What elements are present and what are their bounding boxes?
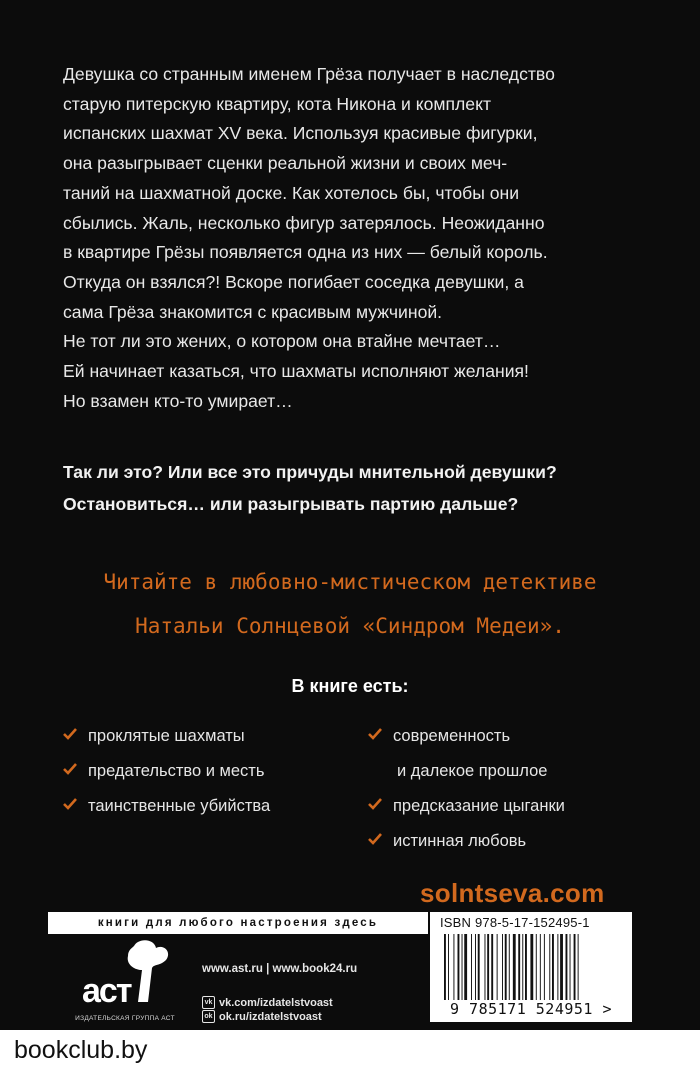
barcode-bar (471, 934, 472, 1000)
barcode-bar (448, 934, 449, 1000)
synopsis-line: испанских шахмат XV века. Используя красивые фигурки, (63, 123, 538, 144)
feature-item: таинственные убийства (88, 797, 271, 815)
barcode-bar (530, 934, 533, 1000)
synopsis-line: Ей начинает казаться, что шахматы исполняют желания! (63, 361, 529, 382)
barcode-bar (549, 934, 550, 1000)
synopsis-line: Откуда он взялся?! Вскоре погибает соседка девушки, а (63, 271, 524, 292)
barcode-bar (540, 934, 541, 1000)
ast-logo (68, 940, 178, 1015)
barcode-bar (478, 934, 480, 1000)
synopsis-line: в квартире Грёзы появляется одна из них — белый король. (63, 242, 548, 263)
feature-item: предательство и месть (88, 762, 265, 780)
logo-text: аст (82, 972, 131, 1010)
synopsis-line: сбылись. Жаль, несколько фигур затерялось. Неожиданно (63, 212, 545, 233)
barcode-bar (560, 934, 563, 1000)
promo-line: Натальи Солнцевой «Синдром Медеи». (135, 614, 565, 638)
feature-item: предсказание цыганки (393, 797, 565, 815)
check-icon (368, 727, 382, 741)
barcode-bar (464, 934, 467, 1000)
barcode-box (430, 912, 632, 1022)
barcode (444, 934, 620, 1000)
vk-icon: vk (202, 996, 215, 1009)
barcode-bar (502, 934, 503, 1000)
synopsis-line: Девушка со странным именем Грёза получает в наследство (63, 64, 555, 84)
ean-number: 9 785171 524951 > (449, 1000, 613, 1018)
feature-item: истинная любовь (393, 832, 527, 850)
check-icon (368, 832, 382, 846)
barcode-bar (487, 934, 489, 1000)
check-icon (63, 797, 77, 811)
question-line: Так ли это? Или все это причуды мнительной девушки? (63, 462, 557, 482)
ok-icon: ok (202, 1010, 215, 1023)
synopsis-line: Но взамен кто-то умирает… (63, 390, 293, 411)
barcode-bar (574, 934, 576, 1000)
questions (63, 456, 663, 520)
barcode-bar (566, 934, 568, 1000)
barcode-bar (444, 934, 446, 1000)
publisher-urls[interactable]: www.ast.ru | www.book24.ru (202, 963, 358, 975)
barcode-bar (552, 934, 554, 1000)
check-icon (63, 727, 77, 741)
barcode-bar (453, 934, 454, 1000)
barcode-bar (462, 934, 463, 1000)
author-website[interactable]: solntseva.com (420, 878, 605, 908)
synopsis-line: таний на шахматной доске. Как хотелось бы, чтобы они (63, 182, 520, 203)
isbn-text: ISBN 978-5-17-152495-1 (440, 915, 590, 930)
publisher-caption: ИЗДАТЕЛЬСКАЯ ГРУППА АСТ (75, 1015, 175, 1022)
social-vk[interactable] (202, 996, 333, 1009)
check-icon (63, 762, 77, 776)
barcode-bar (522, 934, 523, 1000)
tagline-strip: книги для любого настроения здесь (48, 912, 428, 934)
promo-text (0, 560, 700, 648)
synopsis-line: Не тот ли это жених, о котором она втайне мечтает… (63, 331, 501, 352)
barcode-bar (513, 934, 516, 1000)
synopsis-line: старую питерскую квартиру, кота Никона и комплект (63, 93, 492, 114)
barcode-bar (458, 934, 460, 1000)
question-line: Остановиться… или разыгрывать партию дальше? (63, 494, 519, 514)
synopsis (63, 60, 653, 416)
feature-item: проклятые шахматы (88, 727, 245, 745)
barcode-bar (505, 934, 507, 1000)
watermark: bookclub.by (14, 1036, 148, 1064)
barcode-bar (578, 934, 579, 1000)
barcode-bar (536, 934, 537, 1000)
check-icon (368, 797, 382, 811)
social-link: ok.ru/izdatelstvoast (219, 1010, 322, 1023)
synopsis-line: она разыгрывает сценки реальной жизни и своих меч- (63, 153, 508, 174)
barcode-bar (557, 934, 558, 1000)
barcode-bar (491, 934, 493, 1000)
barcode-bar (525, 934, 527, 1000)
barcode-bar (570, 934, 571, 1000)
barcode-bar (497, 934, 498, 1000)
barcode-bar (509, 934, 510, 1000)
social-link: vk.com/izdatelstvoast (219, 996, 333, 1009)
barcode-bar (475, 934, 476, 1000)
features-title: В книге есть: (291, 676, 409, 696)
feature-item: современность (393, 727, 511, 745)
social-ok[interactable] (202, 1010, 322, 1023)
promo-line: Читайте в любовно-мистическом детективе (103, 570, 597, 594)
synopsis-line: сама Грёза знакомится с красивым мужчиной. (63, 301, 443, 322)
barcode-bar (518, 934, 520, 1000)
barcode-bar (485, 934, 486, 1000)
feature-item: и далекое прошлое (397, 762, 548, 780)
barcode-bar (544, 934, 545, 1000)
